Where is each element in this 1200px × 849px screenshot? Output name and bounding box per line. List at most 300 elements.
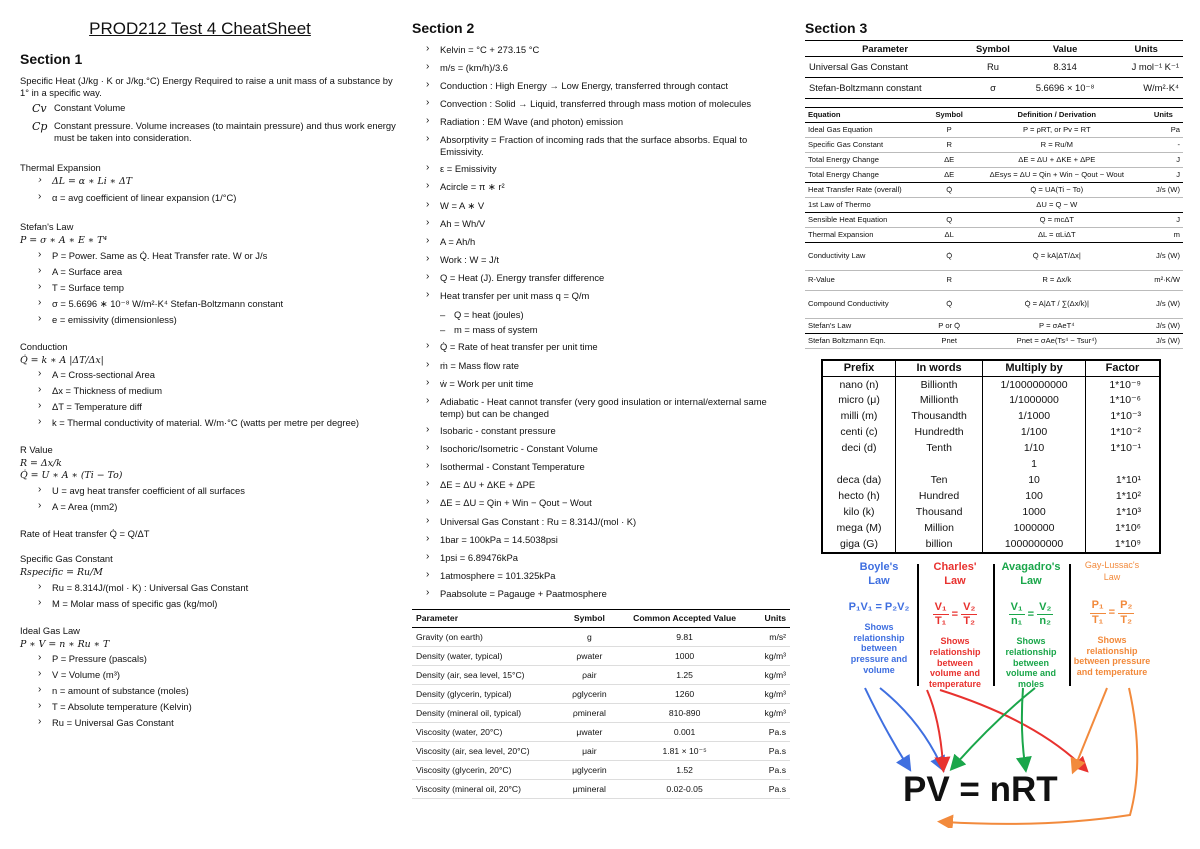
table-cell: Q̇ = UA(Ti − To) [970, 182, 1144, 197]
table-cell: Sensible Heat Equation [805, 212, 928, 227]
list-item: › Isobaric - constant pressure [426, 425, 790, 438]
section-2-column [412, 20, 790, 799]
table-row [805, 333, 1183, 348]
table-cell: Compound Conductivity [805, 290, 928, 318]
table-cell: Heat Transfer Rate (overall) [805, 182, 928, 197]
boyles-law [845, 560, 913, 676]
table-row [805, 167, 1183, 182]
table-cell: milli (m) [822, 409, 896, 425]
column-header: Symbol [928, 108, 969, 122]
table-row [822, 377, 1160, 393]
divider [1069, 564, 1071, 686]
table-cell: μglycerin [563, 760, 616, 779]
denominator: T₂ [963, 614, 976, 627]
list-item: › Isothermal - Constant Temperature [426, 461, 790, 474]
list-item: › M = Molar mass of specific gas (kg/mol) [38, 598, 400, 611]
def-cv [32, 102, 400, 116]
table-cell: Hundred [896, 489, 983, 505]
table-cell: 1*10² [1085, 489, 1160, 505]
law-description: Shows relationship between volume and moles [1005, 635, 1057, 690]
fraction [933, 601, 949, 628]
table-cell: nano (n) [822, 377, 896, 393]
table-cell: Stefan-Boltzmann constant [805, 78, 965, 99]
fraction [1118, 599, 1134, 626]
heat-transfer-formula: Q̇ = U ∗ A ∗ (Ti − To) [20, 469, 123, 481]
def-symbol: Cp [32, 120, 48, 133]
table-cell: J mol⁻¹ K⁻¹ [1109, 57, 1183, 78]
table-cell: P [928, 122, 969, 137]
r-value-heading: R Value [20, 444, 53, 456]
table-cell: Density (mineral oil, typical) [412, 703, 563, 722]
def-cp [32, 120, 400, 144]
list-item: › Δx = Thickness of medium [38, 385, 400, 398]
avogadros-law [997, 560, 1065, 690]
list-item: › α = avg coefficient of linear expansion (1/°C) [38, 192, 400, 205]
list-item: › 1psi = 6.89476kPa [426, 552, 790, 565]
table-cell: Ten [896, 473, 983, 489]
column-header: Value [1021, 40, 1110, 57]
list-item: › Universal Gas Constant : Ru = 8.314J/(mol · K) [426, 516, 790, 529]
table-cell: μwater [563, 722, 616, 741]
list-item: › P = Pressure (pascals) [38, 653, 400, 666]
column-header: Prefix [822, 360, 896, 377]
table-cell: R = Ru/M [970, 137, 1144, 152]
table-cell: Density (water, typical) [412, 646, 563, 665]
table-cell: 1*10⁶ [1085, 521, 1160, 537]
table-cell: J [1144, 212, 1183, 227]
table-cell: Thousand [896, 505, 983, 521]
table-row [805, 197, 1183, 212]
table-row [412, 779, 790, 798]
r-value-list [38, 485, 400, 514]
list-item: › ΔT = Temperature diff [38, 401, 400, 414]
list-item: › Adiabatic - Heat cannot transfer (very good insulation or internal/external same temp) but can be changed [426, 396, 790, 420]
list-item: › A = Surface area [38, 266, 400, 279]
table-cell: Specific Gas Constant [805, 137, 928, 152]
table-cell: kg/m³ [753, 684, 790, 703]
table-row [805, 318, 1183, 333]
table-cell: Viscosity (water, 20°C) [412, 722, 563, 741]
numerator: V₂ [961, 601, 977, 615]
section-2-heading: Section 2 [412, 20, 475, 36]
column-header: Equation [805, 108, 928, 122]
fraction [1009, 601, 1025, 628]
table-cell: 100 [983, 489, 1086, 505]
column-header: Units [1144, 108, 1183, 122]
table-cell: Q̇ [928, 182, 969, 197]
table-cell: billion [896, 537, 983, 553]
law-description: Shows relationship between volume and temperature [928, 635, 982, 690]
conduction-list [38, 369, 400, 430]
table-cell: 1.25 [616, 665, 754, 684]
table-cell: J/s (W) [1144, 290, 1183, 318]
list-item: › Ru = 8.314J/(mol · K) : Universal Gas Constant [38, 582, 400, 595]
table-body [822, 377, 1160, 553]
column-header: Definition / Derivation [970, 108, 1144, 122]
denominator: T₂ [1120, 613, 1133, 626]
numerator: V₂ [1037, 601, 1053, 615]
table-row [412, 741, 790, 760]
boyle-arrow-p [865, 688, 907, 765]
table-cell: 1/10 [983, 441, 1086, 457]
table-cell: 1000 [616, 646, 754, 665]
equals-sign: = [1108, 606, 1116, 619]
table-cell: - [1144, 137, 1183, 152]
section-2-sublist [440, 309, 790, 337]
table-row [412, 703, 790, 722]
table-cell [1144, 197, 1183, 212]
charles-law [921, 560, 989, 690]
list-item: › T = Absolute temperature (Kelvin) [38, 701, 400, 714]
table-cell: μmineral [563, 779, 616, 798]
table-cell: 1 [983, 457, 1086, 473]
list-item: › 1bar = 100kPa = 14.5038psi [426, 534, 790, 547]
law-equation [997, 601, 1065, 628]
numerator: V₁ [1009, 601, 1025, 615]
table-cell: R [928, 137, 969, 152]
fraction [961, 601, 977, 628]
table-cell: 8.314 [1021, 57, 1110, 78]
sub-list-item: – m = mass of system [440, 324, 790, 336]
column-header: Common Accepted Value [616, 610, 754, 628]
avogadro-arrow-n [1022, 688, 1025, 765]
table-cell: 1*10³ [1085, 505, 1160, 521]
stefans-law-formula: P = σ ∗ A ∗ E ∗ T⁴ [20, 235, 108, 246]
table-row [805, 270, 1183, 290]
table-cell: Q̇ = kA|ΔT/Δx| [970, 242, 1144, 270]
table-cell: 1*10⁹ [1085, 537, 1160, 553]
list-item: › Q̇ = Rate of heat transfer per unit time [426, 341, 790, 354]
table-cell: Pnet = σAe(Ts⁴ − Tsur⁴) [970, 333, 1144, 348]
table-cell: ΔE [928, 167, 969, 182]
table-cell [1085, 457, 1160, 473]
table-header-row [805, 40, 1183, 57]
table-cell: σ [965, 78, 1021, 99]
equals-sign: = [951, 608, 959, 621]
table-cell: 1*10⁻¹ [1085, 441, 1160, 457]
gay-lussac-arrow-t [1075, 688, 1107, 767]
denominator: n₂ [1039, 614, 1052, 627]
def-symbol: Cv [32, 102, 47, 116]
table-cell: P = σAeT⁴ [970, 318, 1144, 333]
table-cell: 1st Law of Thermo [805, 197, 928, 212]
table-cell: P or Q̇ [928, 318, 969, 333]
ideal-gas-formula: P ∗ V = n ∗ Ru ∗ T [20, 638, 110, 650]
table-cell: 1.81 × 10⁻⁵ [616, 741, 754, 760]
table-row [412, 627, 790, 646]
section-3-column [805, 20, 1183, 828]
boyle-arrow-v [880, 688, 941, 765]
law-name: Avagadro's [1001, 560, 1061, 573]
table-cell: Viscosity (mineral oil, 20°C) [412, 779, 563, 798]
list-item: › ΔL = α ∗ Li ∗ ΔT [38, 176, 400, 189]
specific-gas-list [38, 582, 400, 611]
column-header: Symbol [965, 40, 1021, 57]
table-cell: Q = mcΔT [970, 212, 1144, 227]
table-cell: W/m²·K⁴ [1109, 78, 1183, 99]
section-1-column [20, 18, 400, 733]
table-cell: 1*10¹ [1085, 473, 1160, 489]
list-item: › Kelvin = °C + 273.15 °C [426, 44, 790, 57]
thermal-expansion-heading: Thermal Expansion [20, 161, 101, 173]
table-body [805, 122, 1183, 348]
numerator: P₂ [1118, 599, 1134, 613]
list-item: › Convection : Solid → Liquid, transferred through mass motion of molecules [426, 98, 790, 111]
list-item: › ΔE = ΔU + ΔKE + ΔPE [426, 479, 790, 492]
list-item: › m/s = (km/h)/3.6 [426, 62, 790, 75]
table-header-row [412, 610, 790, 628]
table-cell: Viscosity (glycerin, 20°C) [412, 760, 563, 779]
table-row [805, 78, 1183, 99]
table-cell: J/s (W) [1144, 242, 1183, 270]
table-cell: Thousandth [896, 409, 983, 425]
table-cell: Q [928, 212, 969, 227]
table-cell: J [1144, 152, 1183, 167]
table-cell: 1260 [616, 684, 754, 703]
table-cell: ΔL = αLiΔT [970, 227, 1144, 242]
list-item: › ε = Emissivity [426, 163, 790, 176]
table-cell: ΔE = ΔU + ΔKE + ΔPE [970, 152, 1144, 167]
def-text: Constant Volume [54, 102, 126, 114]
list-item: › σ = 5.6696 ∗ 10⁻⁸ W/m²·K⁴ Stefan-Boltzmann constant [38, 298, 400, 311]
list-item: › Q = Heat (J). Energy transfer difference [426, 272, 790, 285]
table-cell: Pa.s [753, 779, 790, 798]
table-cell: 1.52 [616, 760, 754, 779]
gay-lussacs-law [1073, 560, 1151, 678]
table-cell: J/s (W) [1144, 333, 1183, 348]
table-row [805, 137, 1183, 152]
table-cell: J [1144, 167, 1183, 182]
specific-heat-intro: Specific Heat (J/kg · K or J/kg.°C) Energy Required to raise a unit mass of a substance by 1° in a specific way. [20, 74, 393, 98]
table-cell: Pa.s [753, 741, 790, 760]
table-row [822, 505, 1160, 521]
list-item: › U = avg heat transfer coefficient of all surfaces [38, 485, 400, 498]
table-cell: ρmineral [563, 703, 616, 722]
ideal-gas-list [38, 653, 400, 730]
table-cell: 1/1000000 [983, 393, 1086, 409]
table-cell: 1000000000 [983, 537, 1086, 553]
page-title: PROD212 Test 4 CheatSheet [89, 19, 311, 38]
column-header: In words [896, 360, 983, 377]
sub-list-item: – Q = heat (joules) [440, 309, 790, 321]
table-cell: Millionth [896, 393, 983, 409]
table-cell: Ideal Gas Equation [805, 122, 928, 137]
list-item: › Paabsolute = Pagauge + Paatmosphere [426, 588, 790, 601]
column-header: Factor [1085, 360, 1160, 377]
table-cell: giga (G) [822, 537, 896, 553]
list-item: › Work : W = J/t [426, 254, 790, 267]
table-row [412, 722, 790, 741]
physical-constants-table [412, 609, 790, 799]
table-cell: hecto (h) [822, 489, 896, 505]
conduction-formula: Q̇ = k ∗ A |ΔT/Δx| [20, 354, 104, 366]
table-body [805, 57, 1183, 99]
table-cell: Stefan's Law [805, 318, 928, 333]
list-item: › A = Cross-sectional Area [38, 369, 400, 382]
table-header-row [805, 108, 1183, 122]
table-row [805, 182, 1183, 197]
list-item: › ẇ = Work per unit time [426, 378, 790, 391]
charles-arrow-t [940, 690, 1083, 767]
table-cell: Hundredth [896, 425, 983, 441]
law-description: Shows relationship between pressure and temperature [1073, 634, 1151, 678]
conduction-heading: Conduction [20, 340, 68, 352]
divider [993, 564, 995, 686]
table-header-row [822, 360, 1160, 377]
table-cell: centi (c) [822, 425, 896, 441]
table-cell: R = Δx/k [970, 270, 1144, 290]
table-cell: μair [563, 741, 616, 760]
table-cell: ΔE [928, 152, 969, 167]
table-row [805, 152, 1183, 167]
table-cell: deci (d) [822, 441, 896, 457]
table-cell: mega (M) [822, 521, 896, 537]
column-header: Symbol [563, 610, 616, 628]
table-cell: 1/1000 [983, 409, 1086, 425]
table-cell: m²·K/W [1144, 270, 1183, 290]
list-item: › V = Volume (m³) [38, 669, 400, 682]
table-cell: Pnet [928, 333, 969, 348]
table-row [412, 665, 790, 684]
list-item: › k = Thermal conductivity of material. W/m·°C (watts per metre per degree) [38, 417, 400, 430]
table-cell: deca (da) [822, 473, 896, 489]
column-header: Units [1109, 40, 1183, 57]
list-item: › Conduction : High Energy → Low Energy, transferred through contact [426, 80, 790, 93]
table-cell: R [928, 270, 969, 290]
numerator: V₁ [933, 601, 949, 615]
table-cell: ρwater [563, 646, 616, 665]
table-cell: Q̇ = A|ΔT / ∑(Δx/k)| [970, 290, 1144, 318]
list-item: › 1atmosphere = 101.325kPa [426, 570, 790, 583]
numerator: P₁ [1090, 599, 1106, 613]
list-item: › e = emissivity (dimensionless) [38, 314, 400, 327]
table-cell [928, 197, 969, 212]
table-cell: ΔU = Q − W [970, 197, 1144, 212]
law-equation [921, 601, 989, 628]
si-prefix-table [821, 359, 1161, 554]
table-cell: P = ρRT, or Pv = RT [970, 122, 1144, 137]
table-cell [896, 457, 983, 473]
table-cell: Million [896, 521, 983, 537]
table-cell: ρair [563, 665, 616, 684]
table-cell: Ru [965, 57, 1021, 78]
table-cell: J/s (W) [1144, 318, 1183, 333]
table-cell: 10 [983, 473, 1086, 489]
table-cell: 1*10⁻³ [1085, 409, 1160, 425]
specific-gas-heading: Specific Gas Constant [20, 553, 113, 565]
table-row [822, 393, 1160, 409]
table-cell: kg/m³ [753, 646, 790, 665]
list-item: › Radiation : EM Wave (and photon) emission [426, 116, 790, 129]
section-1-heading: Section 1 [20, 51, 83, 68]
table-cell: 1*10⁻⁹ [1085, 377, 1160, 393]
denominator: n₁ [1010, 614, 1023, 627]
list-item: › A = Ah/h [426, 236, 790, 249]
table-body [412, 627, 790, 798]
section-2-list [426, 44, 790, 304]
table-cell: 1*10⁻² [1085, 425, 1160, 441]
table-cell: kilo (k) [822, 505, 896, 521]
table-cell: Pa.s [753, 760, 790, 779]
table-row [412, 684, 790, 703]
table-cell: m/s² [753, 627, 790, 646]
section-2-list-continued [426, 341, 790, 601]
table-cell: Thermal Expansion [805, 227, 928, 242]
list-item: › Acircle = π ∗ r² [426, 181, 790, 194]
table-cell: Stefan Boltzmann Eqn. [805, 333, 928, 348]
table-row [805, 227, 1183, 242]
list-item: › P = Power. Same as Q̇. Heat Transfer rate. W or J/s [38, 250, 400, 263]
fraction [1090, 599, 1106, 626]
gas-laws-diagram [845, 560, 1155, 828]
table-row [822, 489, 1160, 505]
ideal-gas-heading: Ideal Gas Law [20, 624, 80, 636]
table-cell: ρglycerin [563, 684, 616, 703]
column-header: Units [753, 610, 790, 628]
law-name: Charles' [933, 560, 977, 573]
table-row [822, 425, 1160, 441]
table-cell: ΔEsys = ΔU = Qin + Win − Qout − Wout [970, 167, 1144, 182]
thermal-expansion-list [38, 176, 400, 205]
table-cell: J/s (W) [1144, 182, 1183, 197]
list-item: › Ah = Wh/V [426, 218, 790, 231]
table-row [822, 457, 1160, 473]
list-item: › n = amount of substance (moles) [38, 685, 400, 698]
table-cell: Density (air, sea level, 15°C) [412, 665, 563, 684]
list-item: › A = Area (mm2) [38, 501, 400, 514]
law-equation [1073, 599, 1151, 626]
table-row [805, 290, 1183, 318]
table-row [805, 57, 1183, 78]
equals-sign: = [1027, 608, 1035, 621]
table-row [822, 537, 1160, 553]
law-name-suffix: Law [868, 575, 890, 588]
column-header: Parameter [805, 40, 965, 57]
constants-table [805, 40, 1183, 100]
list-item: › W = A ∗ V [426, 200, 790, 213]
table-cell: 0.02-0.05 [616, 779, 754, 798]
fraction [1037, 601, 1053, 628]
table-cell: m [1144, 227, 1183, 242]
law-name: Boyle's [859, 560, 899, 573]
table-row [822, 409, 1160, 425]
law-name: Gay-Lussac's [1084, 559, 1140, 570]
table-cell: Conductivity Law [805, 242, 928, 270]
stefans-law-list [38, 250, 400, 327]
table-row [805, 122, 1183, 137]
law-description: Shows relationship between pressure and volume [850, 621, 908, 675]
table-cell: 1000 [983, 505, 1086, 521]
table-cell: kg/m³ [753, 665, 790, 684]
table-cell: ΔL [928, 227, 969, 242]
section-3-heading: Section 3 [805, 20, 868, 36]
table-cell: Tenth [896, 441, 983, 457]
table-cell: Viscosity (air, sea level, 20°C) [412, 741, 563, 760]
table-cell: 1/100 [983, 425, 1086, 441]
list-item: › ṁ = Mass flow rate [426, 360, 790, 373]
table-row [822, 473, 1160, 489]
table-cell [822, 457, 896, 473]
table-row [822, 441, 1160, 457]
table-cell: Total Energy Change [805, 152, 928, 167]
table-cell: Q̇ [928, 290, 969, 318]
law-name-suffix: Law [1103, 571, 1121, 582]
table-cell: 1/1000000000 [983, 377, 1086, 393]
denominator: T₁ [934, 614, 947, 627]
table-cell: Pa [1144, 122, 1183, 137]
table-cell: 9.81 [616, 627, 754, 646]
table-cell: 1*10⁻⁶ [1085, 393, 1160, 409]
